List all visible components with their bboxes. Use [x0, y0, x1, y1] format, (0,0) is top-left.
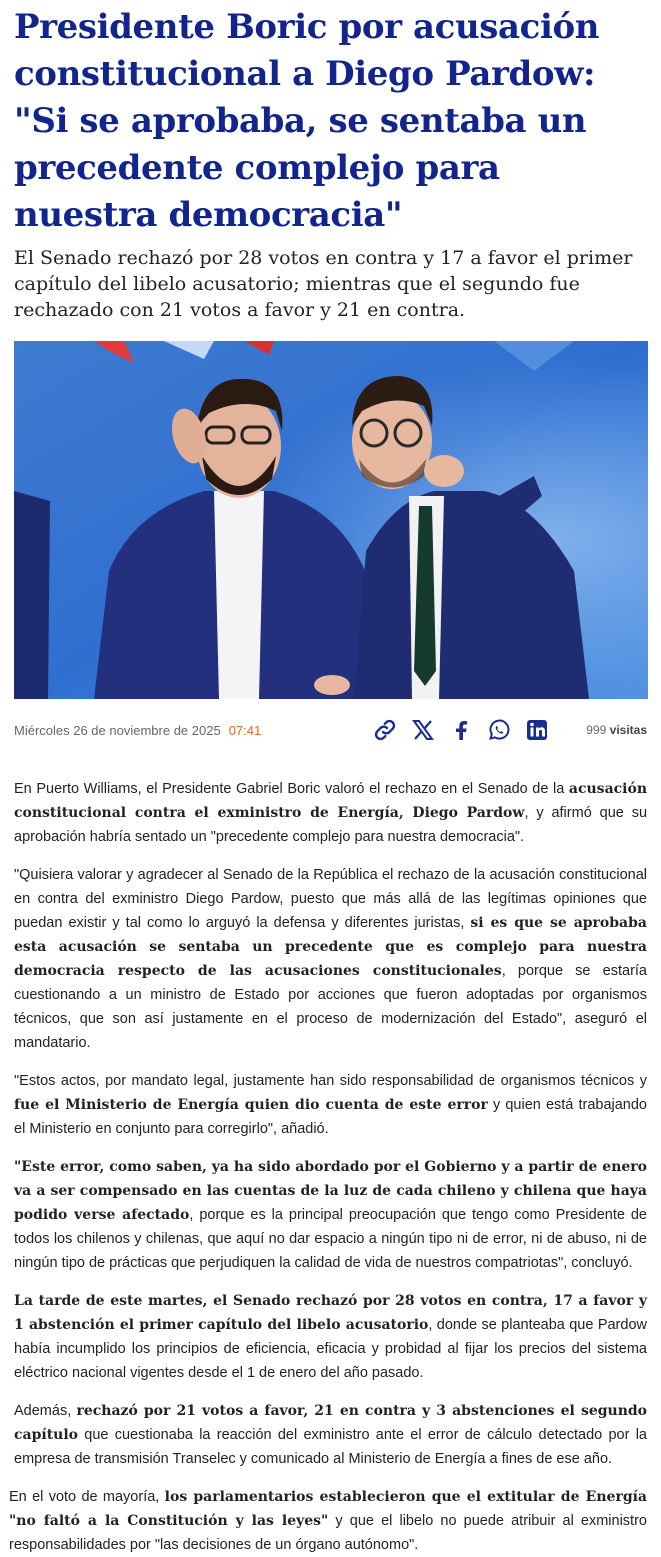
publish-date: Miércoles 26 de noviembre de 2025 07:41 — [14, 722, 262, 738]
visit-counter: 999 visitas — [586, 723, 647, 737]
whatsapp-icon[interactable] — [486, 717, 512, 743]
article-meta — [14, 705, 647, 755]
article-body — [9, 777, 648, 1557]
facebook-icon[interactable] — [448, 717, 474, 743]
article-subtitle: El Senado rechazó por 28 votos en contra y 17 a favor el primer capítulo del libelo acusatorio; mientras que el segundo fue rechazado con 21 votos a favor y 21 en contra. — [14, 247, 633, 321]
share-bar — [372, 717, 550, 743]
paragraph-2: "Quisiera valorar y agradecer al Senado de la República el rechazo de la acusación constitucional en contra del exministro Diego Pardow, puesto que más allá de las legítimas opiniones que puedan existir y tal como lo arguyó la defensa y diferentes juristas, si es que se aprobaba esta acusación se sentaba un precedente que es complejo para nuestra democracia respecto de las acusaciones constitucionales, porque se estaría cuestionando a un ministro de Estado por acciones que fueron adoptadas por organismos técnicos, que son así justamente en el proceso de modernización del Estado", aseguró el mandatario. — [14, 867, 647, 1051]
paragraph-5: La tarde de este martes, el Senado rechazó por 28 votos en contra, 17 a favor y 1 abstención el primer capítulo del libelo acusatorio, donde se planteaba que Pardow había incumplido los principios de eficiencia, eficacia y probidad al fijar los precios del sistema eléctrico nacional vigentes desde el 1 de enero del año pasado. — [14, 1293, 647, 1381]
linkedin-icon[interactable] — [524, 717, 550, 743]
paragraph-3: "Estos actos, por mandato legal, justamente han sido responsabilidad de organismos técnicos y fue el Ministerio de Energía quien dio cuenta de este error y quien está trabajando el Ministerio en conjunto para corregirlo", añadió. — [14, 1073, 647, 1137]
paragraph-4: "Este error, como saben, ya ha sido abordado por el Gobierno y a partir de enero va a ser compensado en las cuentas de la luz de cada chileno y chilena que haya podido verse afectado, porque es la principal preocupación que tengo como Presidente de todos los chilenos y chilenas, que aquí no dar espacio a ningún tipo ni de error, ni de abuso, ni de ningún tipo de prácticas que perjudiquen la calidad de vida de nuestros compatriotas", concluyó. — [14, 1159, 647, 1271]
x-icon[interactable] — [410, 717, 436, 743]
paragraph-7: En el voto de mayoría, los parlamentarios establecieron que el extitular de Energía "no faltó a la Constitución y las leyes" y que el libelo no puede atribuir al exministro responsabilidades por "las decisiones de un órgano autónomo". — [9, 1489, 647, 1553]
publish-time: 07:41 — [228, 722, 262, 738]
paragraph-1: En Puerto Williams, el Presidente Gabriel Boric valoró el rechazo en el Senado de la acusación constitucional contra el exministro de Energía, Diego Pardow, y afirmó que su aprobación habría sentado un "precedente complejo para nuestra democracia". — [14, 781, 648, 845]
link-icon[interactable] — [372, 717, 398, 743]
article-photo — [14, 341, 648, 699]
article-headline: Presidente Boric por acusación constitucional a Diego Pardow: "Si se aprobaba, se sentaba un precedente complejo para nuestra democracia" — [14, 7, 600, 235]
paragraph-6: Además, rechazó por 21 votos a favor, 21 en contra y 3 abstenciones el segundo capítulo que cuestionaba la reacción del exministro ante el error de cálculo detectado por la empresa de transmisión Transelec y comunicado al Ministerio de Energía a fines de ese año. — [14, 1403, 648, 1467]
